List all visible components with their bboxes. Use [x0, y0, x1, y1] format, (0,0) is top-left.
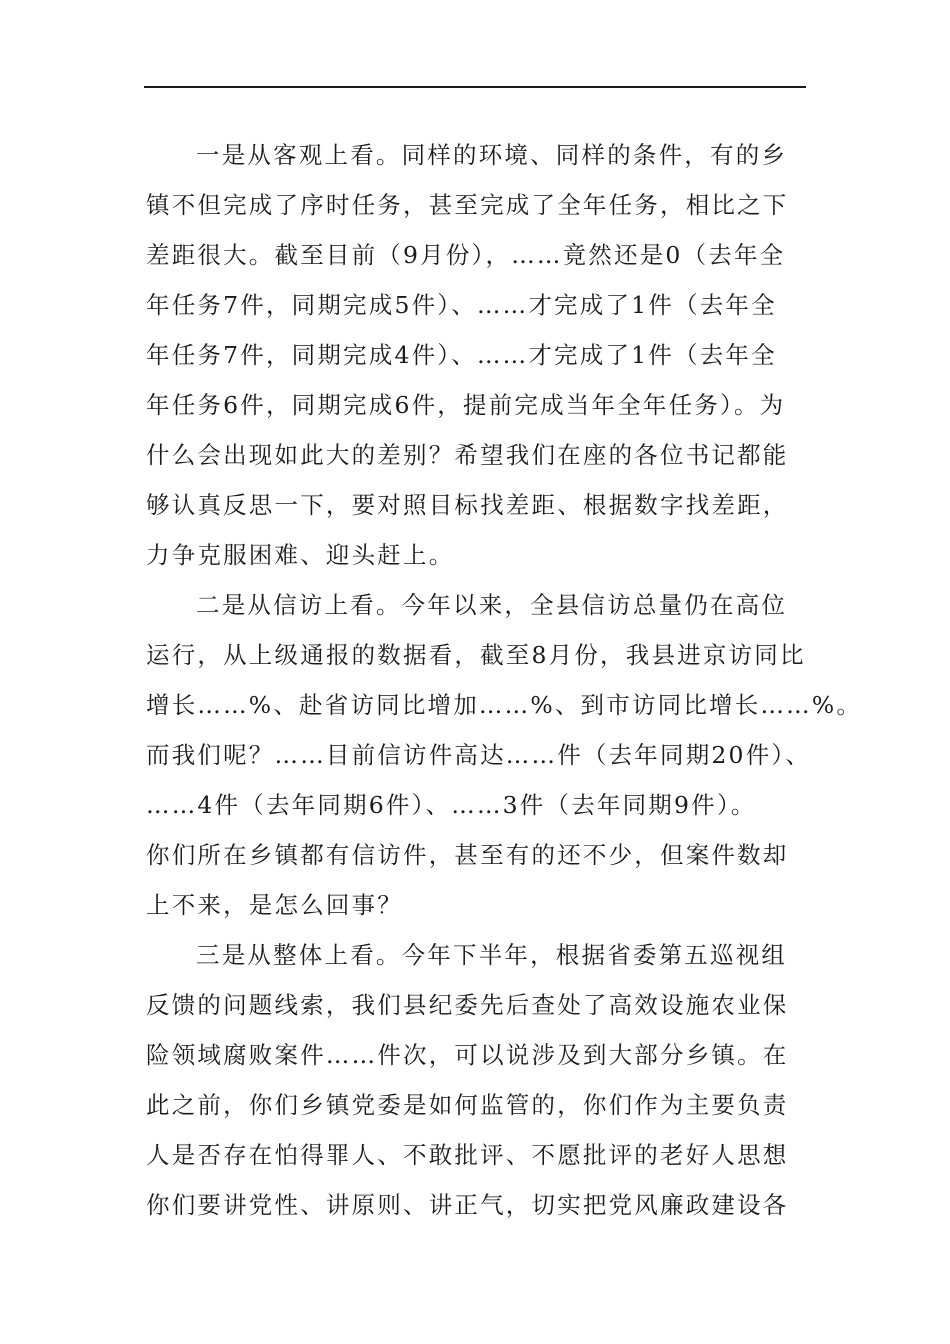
paragraph-2-line-3: 增长……%、赴省访同比增加……%、到市访同比增长……%。: [146, 691, 863, 719]
paragraph-3-line-1: 三是从整体上看。今年下半年，根据省委第五巡视组: [196, 941, 788, 969]
paragraph-3-line-6: 你们要讲党性、讲原则、讲正气，切实把党风廉政建设各: [146, 1191, 789, 1219]
paragraph-2-line-1: 二是从信访上看。今年以来，全县信访总量仍在高位: [196, 591, 788, 619]
body-text: [146, 130, 863, 1230]
paragraph-1-line-8: 够认真反思一下，要对照目标找差距、根据数字找差距，: [146, 491, 789, 519]
paragraph-3-line-2: 反馈的问题线索，我们县纪委先后查处了高效设施农业保: [146, 991, 789, 1019]
paragraph-1-line-1: 一是从客观上看。同样的环境、同样的条件，有的乡: [196, 141, 788, 169]
paragraph-2-line-5: ……4件（去年同期6件）、……3件（去年同期9件）。: [146, 791, 757, 819]
paragraph-1-line-9: 力争克服困难、迎头赶上。: [146, 541, 455, 569]
paragraph-2-line-4: 而我们呢？……目前信访件高达……件（去年同期20件）、: [146, 741, 812, 769]
paragraph-3-line-4: 此之前，你们乡镇党委是如何监管的，你们作为主要负责: [146, 1091, 789, 1119]
paragraph-3-line-5: 人是否存在怕得罪人、不敢批评、不愿批评的老好人思想: [146, 1141, 789, 1169]
paragraph-2-line-6: 你们所在乡镇都有信访件，甚至有的还不少，但案件数却: [146, 841, 789, 869]
paragraph-1-line-3: 差距很大。截至目前（9月份），……竟然还是0（去年全: [146, 241, 786, 269]
header-rule: [144, 86, 806, 88]
paragraph-1-line-4: 年任务7件，同期完成5件）、……才完成了1件（去年全: [146, 291, 777, 319]
paragraph-1-line-5: 年任务7件，同期完成4件）、……才完成了1件（去年全: [146, 341, 777, 369]
paragraph-2-line-2: 运行，从上级通报的数据看，截至8月份，我县进京访同比: [146, 641, 806, 669]
paragraph-1-line-2: 镇不但完成了序时任务，甚至完成了全年任务，相比之下: [146, 191, 789, 219]
paragraph-3-line-3: 险领域腐败案件……件次，可以说涉及到大部分乡镇。在: [146, 1041, 789, 1069]
paragraph-1-line-6: 年任务6件，同期完成6件，提前完成当年全年任务）。为: [146, 391, 786, 419]
paragraph-1-line-7: 什么会出现如此大的差别？希望我们在座的各位书记都能: [146, 441, 789, 469]
paragraph-2-line-7: 上不来，是怎么回事？: [146, 891, 403, 919]
